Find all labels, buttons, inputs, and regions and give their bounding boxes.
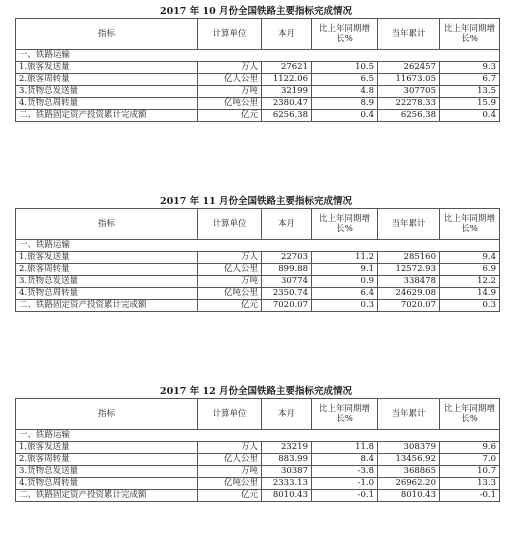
header-row [16,19,500,50]
table-row [16,86,500,98]
row-month-growth: 8.9 [312,98,378,110]
row-cumulative: 8010.43 [378,490,440,502]
row-cum-growth: 0.4 [440,110,500,122]
row-month: 30387 [262,466,312,478]
table-title: 2017 年 10 月份全国铁路主要指标完成情况 [159,6,353,17]
row-label: 3.货物总发送量 [16,276,198,288]
header-row [16,399,500,430]
row-unit: 亿吨公里 [198,98,262,110]
table-row [16,98,500,110]
row-month-growth: 0.9 [312,276,378,288]
row-month-growth: 0.4 [312,110,378,122]
row-unit: 万人 [198,62,262,74]
row-month-growth: 9.1 [312,264,378,276]
row-cumulative: 13456.92 [378,454,440,466]
row-label: 3.货物总发送量 [16,86,198,98]
section-label: 一、铁路运输 [16,430,500,442]
header-unit: 计算单位 [198,209,262,240]
table-row [16,466,500,478]
row-month: 883.99 [262,454,312,466]
row-month: 899.88 [262,264,312,276]
row-month: 22703 [262,252,312,264]
row-cum-growth: 6.7 [440,74,500,86]
row-cumulative: 22278.33 [378,98,440,110]
row-unit: 亿人公里 [198,454,262,466]
row-unit: 亿吨公里 [198,288,262,300]
indicator-table [15,398,500,502]
header-month: 本月 [262,399,312,430]
row-label: 2.旅客周转量 [16,454,198,466]
header-cum-growth: 比上年同期增长% [440,19,500,50]
row-month-growth: 8.4 [312,454,378,466]
row-month-growth: 11.8 [312,442,378,454]
row-cumulative: 6256.38 [378,110,440,122]
header-cum-growth: 比上年同期增长% [440,399,500,430]
header-cum-growth: 比上年同期增长% [440,209,500,240]
row-month: 27621 [262,62,312,74]
section-label: 一、铁路运输 [16,240,500,252]
row-cum-growth: 9.4 [440,252,500,264]
row-cum-growth: 9.3 [440,62,500,74]
indicator-table [15,208,500,312]
row-month-growth: -3.8 [312,466,378,478]
report-december [0,386,512,502]
row-month-growth: 6.5 [312,74,378,86]
row-cumulative: 7020.07 [378,300,440,312]
row-label: 1.旅客发送量 [16,252,198,264]
header-cumulative: 当年累计 [378,209,440,240]
row-cumulative: 307705 [378,86,440,98]
row-month: 23219 [262,442,312,454]
row-month: 7020.07 [262,300,312,312]
table-row [16,62,500,74]
report-november [0,196,512,312]
table-row [16,288,500,300]
row-month-growth: -1.0 [312,478,378,490]
row-cum-growth: 10.7 [440,466,500,478]
row-cum-growth: 9.6 [440,442,500,454]
row-month-growth: 4.8 [312,86,378,98]
row-unit: 亿元 [198,490,262,502]
row-cum-growth: -0.1 [440,490,500,502]
header-month-growth: 比上年同期增长% [312,399,378,430]
row-month: 1122.06 [262,74,312,86]
header-indicator: 指标 [16,399,198,430]
row-cum-growth: 13.3 [440,478,500,490]
row-cumulative: 308379 [378,442,440,454]
row-cumulative: 24629.08 [378,288,440,300]
header-indicator: 指标 [16,19,198,50]
row-cumulative: 285160 [378,252,440,264]
row-month: 2333.13 [262,478,312,490]
row-unit: 亿吨公里 [198,478,262,490]
row-cum-growth: 6.9 [440,264,500,276]
row-month: 8010.43 [262,490,312,502]
row-cumulative: 26962.20 [378,478,440,490]
header-cumulative: 当年累计 [378,19,440,50]
section-label: 一、铁路运输 [16,50,500,62]
row-cum-growth: 14.9 [440,288,500,300]
row-cum-growth: 12.2 [440,276,500,288]
investment-row [16,110,500,122]
row-month: 30774 [262,276,312,288]
section-row [16,240,500,252]
header-month: 本月 [262,209,312,240]
row-label: 2.旅客周转量 [16,74,198,86]
row-cum-growth: 0.3 [440,300,500,312]
row-month-growth: -0.1 [312,490,378,502]
table-row [16,454,500,466]
row-unit: 万吨 [198,466,262,478]
section-row [16,430,500,442]
row-month: 6256.38 [262,110,312,122]
row-month-growth: 6.4 [312,288,378,300]
row-month-growth: 0.3 [312,300,378,312]
table-row [16,264,500,276]
row-unit: 万吨 [198,86,262,98]
row-label: 1.旅客发送量 [16,62,198,74]
header-month-growth: 比上年同期增长% [312,19,378,50]
row-cumulative: 11673.05 [378,74,440,86]
row-unit: 万人 [198,442,262,454]
indicator-table [15,18,500,122]
row-cumulative: 12572.93 [378,264,440,276]
header-indicator: 指标 [16,209,198,240]
row-month: 32199 [262,86,312,98]
row-month-growth: 10.5 [312,62,378,74]
row-cum-growth: 7.0 [440,454,500,466]
row-cumulative: 262457 [378,62,440,74]
row-label: 4.货物总周转量 [16,288,198,300]
row-month: 2380.47 [262,98,312,110]
row-label: 3.货物总发送量 [16,466,198,478]
row-label: 二、铁路固定资产投资累计完成额 [16,490,198,502]
table-row [16,74,500,86]
report-october [0,6,512,122]
row-label: 1.旅客发送量 [16,442,198,454]
row-unit: 万吨 [198,276,262,288]
table-row [16,252,500,264]
row-label: 4.货物总周转量 [16,98,198,110]
header-row [16,209,500,240]
row-label: 二、铁路固定资产投资累计完成额 [16,110,198,122]
row-label: 二、铁路固定资产投资累计完成额 [16,300,198,312]
table-row [16,442,500,454]
row-label: 2.旅客周转量 [16,264,198,276]
row-unit: 万人 [198,252,262,264]
row-unit: 亿人公里 [198,74,262,86]
table-row [16,478,500,490]
row-unit: 亿人公里 [198,264,262,276]
table-row [16,276,500,288]
row-cumulative: 368865 [378,466,440,478]
investment-row [16,300,500,312]
header-unit: 计算单位 [198,19,262,50]
header-month: 本月 [262,19,312,50]
row-label: 4.货物总周转量 [16,478,198,490]
row-unit: 亿元 [198,110,262,122]
header-cumulative: 当年累计 [378,399,440,430]
section-row [16,50,500,62]
row-month-growth: 11.2 [312,252,378,264]
table-title: 2017 年 11 月份全国铁路主要指标完成情况 [159,196,353,207]
row-cum-growth: 13.5 [440,86,500,98]
header-month-growth: 比上年同期增长% [312,209,378,240]
row-unit: 亿元 [198,300,262,312]
row-cumulative: 338478 [378,276,440,288]
header-unit: 计算单位 [198,399,262,430]
row-month: 2350.74 [262,288,312,300]
investment-row [16,490,500,502]
row-cum-growth: 15.9 [440,98,500,110]
table-title: 2017 年 12 月份全国铁路主要指标完成情况 [159,386,353,397]
